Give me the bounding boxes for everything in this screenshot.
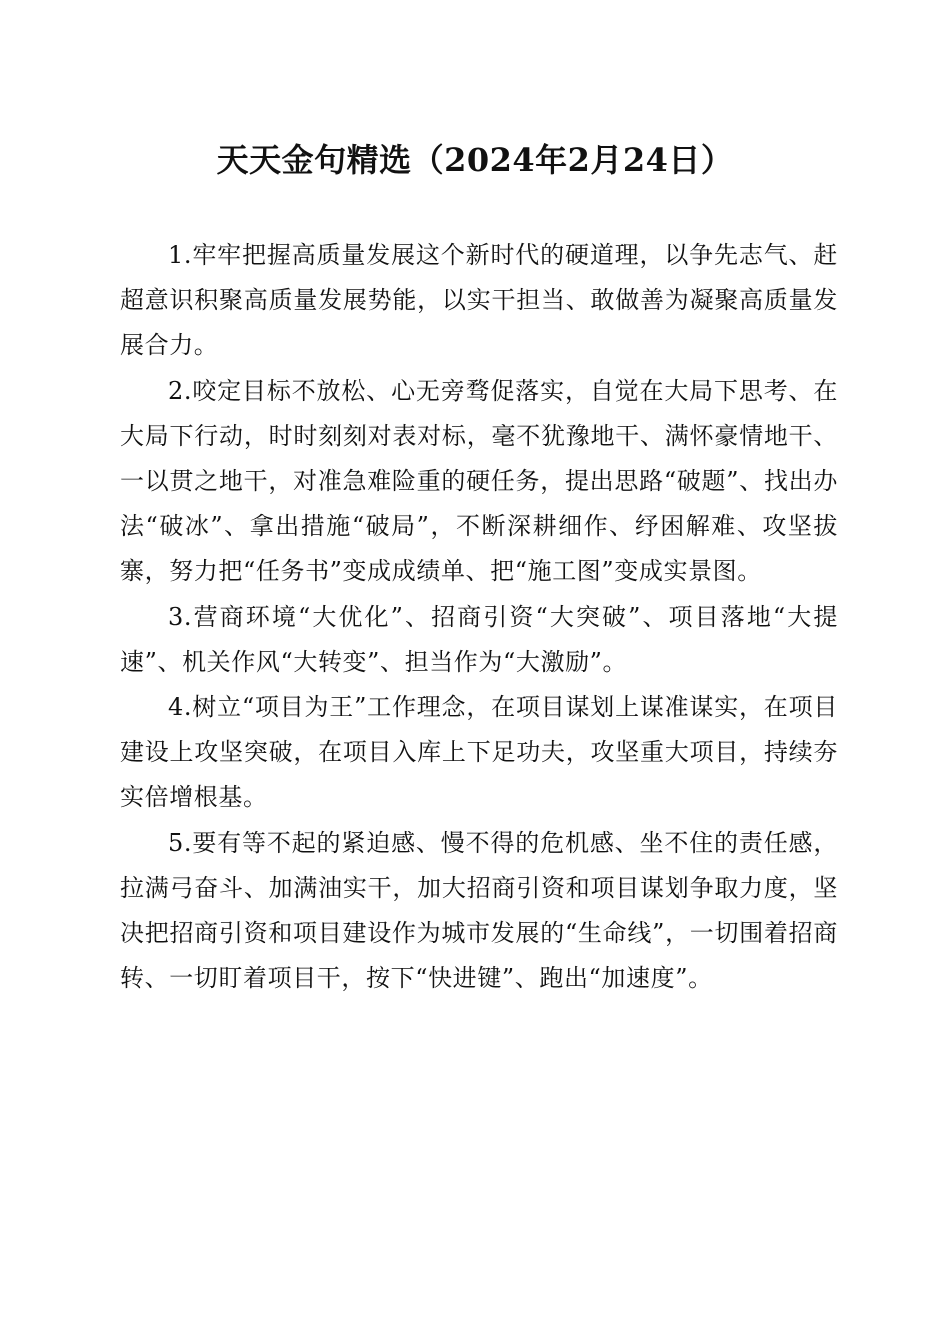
paragraph-4: 4.树立“项目为王”工作理念，在项目谋划上谋准谋实，在项目建设上攻坚突破，在项目入库上下足功夫，攻坚重大项目，持续夯实倍增根基。 <box>120 693 838 812</box>
paragraph-2: 2.咬定目标不放松、心无旁骛促落实，自觉在大局下思考、在大局下行动，时时刻刻对表对标，毫不犹豫地干、满怀豪情地干、一以贯之地干，对准急难险重的硬任务，提出思路“破题”、找出办法“破冰”、拿出措施“破局”，不断深耕细作、纾困解难、攻坚拔寨，努力把“任务书”变成成绩单、把“施工图”变成实景图。 <box>120 376 838 586</box>
document-body <box>120 233 838 1001</box>
document-title: 天天金句精选（2024年2月24日） <box>216 141 734 179</box>
paragraph-1: 1.牢牢把握高质量发展这个新时代的硬道理，以争先志气、赶超意识积聚高质量发展势能，以实干担当、敢做善为凝聚高质量发展合力。 <box>120 241 838 360</box>
paragraph-5: 5.要有等不起的紧迫感、慢不得的危机感、坐不住的责任感，拉满弓奋斗、加满油实干，加大招商引资和项目谋划争取力度，坚决把招商引资和项目建设作为城市发展的“生命线”，一切围着招商转、一切盯着项目干，按下“快进键”、跑出“加速度”。 <box>120 828 838 993</box>
paragraph-3: 3.营商环境“大优化”、招商引资“大突破”、项目落地“大提速”、机关作风“大转变”、担当作为“大激励”。 <box>120 602 838 676</box>
